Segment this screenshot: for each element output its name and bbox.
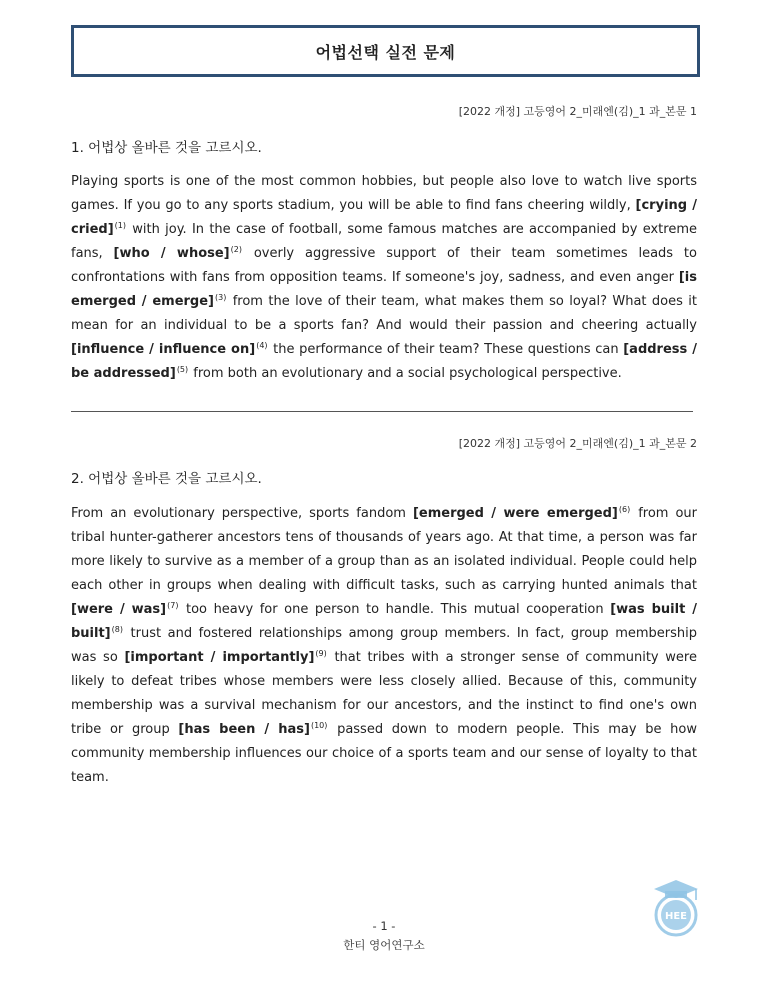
answer-choice: [emerged / were emerged] [412, 506, 618, 521]
passage-text: that tribes with a stronger sense of community were likely to defeat tribes whose members were less closely allied. Because of this, community membership was a survival mechanism for our ancestors, and the instinct to find one's own tribe or group [71, 650, 697, 737]
passage-text: from the love of their team, what makes them so loyal? What does it mean for an individual to be a sports fan? And would their passion and cheering actually [71, 294, 697, 333]
title-box [71, 25, 700, 77]
passage-text: from our tribal hunter-gatherer ancestors tens of thousands of years ago. At that time, a person was far more likely to survive as a member of a group than as an isolated individual. People could help each other in groups when dealing with difficult tasks, such as carrying hunted animals that [71, 506, 697, 593]
passage-text: too heavy for one person to handle. This mutual cooperation [179, 602, 611, 617]
passage-text: with joy. In the case of football, some famous matches are accompanied by extreme fans, [71, 222, 697, 261]
passage-text: passed down to modern people. This may be how community membership influences our choice of a sports team and our sense of loyalty to that team. [71, 722, 698, 785]
answer-choice: [address / be addressed] [71, 342, 698, 381]
source-label-1: [2022 개정] 고등영어 2_미래엔(김)_1 과_본문 1 [458, 105, 697, 118]
organization-name: 한티 영어연구소 [343, 938, 425, 952]
answer-choice: [crying / cried] [71, 198, 698, 237]
blank-number: (10) [310, 721, 328, 730]
blank-number: (6) [618, 505, 631, 514]
blank-number: (9) [315, 649, 327, 658]
page-number: - 1 - [372, 919, 396, 933]
passage-1 [71, 170, 697, 386]
passage-text: Playing sports is one of the most common hobbies, but people also love to watch live sports games. If you go to any sports stadium, you will be able to find fans cheering wildly, [71, 174, 697, 213]
passage-text: trust and fostered relationships among group members. In fact, group membership was so [71, 626, 697, 665]
passage-text: from both an evolutionary and a social psychological perspective. [189, 366, 622, 381]
blank-number: (2) [230, 245, 242, 254]
question-1: 1. 어법상 올바른 것을 고르시오. [71, 140, 262, 156]
logo-text: HEE [664, 911, 688, 922]
passage-2 [71, 502, 697, 790]
answer-choice: [who / whose] [113, 246, 230, 261]
question-2: 2. 어법상 올바른 것을 고르시오. [71, 471, 262, 487]
passage-text: From an evolutionary perspective, sports fandom [71, 506, 413, 521]
answer-choice: [is emerged / emerge] [71, 270, 697, 309]
passage-text: the performance of their team? These questions can [268, 342, 624, 357]
section-divider [71, 411, 693, 412]
hee-logo-icon [650, 878, 702, 938]
blank-number: (5) [176, 365, 189, 374]
blank-number: (7) [167, 601, 179, 610]
blank-number: (3) [214, 293, 227, 302]
source-label-2: [2022 개정] 고등영어 2_미래엔(김)_1 과_본문 2 [458, 437, 697, 450]
answer-choice: [was built / built] [71, 602, 697, 641]
answer-choice: [were / was] [71, 602, 167, 617]
passage-text: overly aggressive support of their team sometimes leads to confrontations with fans from opposition teams. If someone's joy, sadness, and even anger [71, 246, 697, 285]
blank-number: (1) [114, 221, 126, 230]
page-title: 어법선택 실전 문제 [315, 42, 456, 62]
blank-number: (8) [111, 625, 123, 634]
answer-choice: [important / importantly] [124, 650, 315, 665]
answer-choice: [influence / influence on] [71, 342, 256, 357]
answer-choice: [has been / has] [178, 722, 310, 737]
blank-number: (4) [256, 341, 268, 350]
